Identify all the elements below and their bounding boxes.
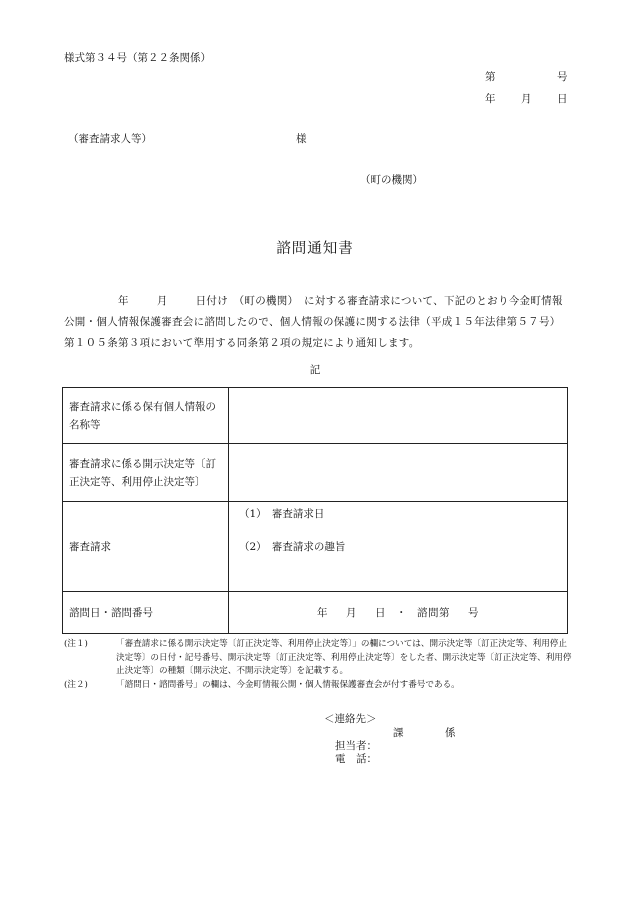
retained-info-value	[229, 388, 568, 444]
requester-name: （審査請求人等）	[68, 133, 152, 145]
number-prefix: 第	[485, 71, 496, 83]
appeal-label: 審査請求	[63, 502, 229, 592]
notes-section	[64, 638, 574, 692]
contact-phone-label: 電 話：	[335, 753, 377, 765]
disclosure-decision-label: 審査請求に係る開示決定等〔訂正決定等、利用停止決定等〕	[63, 444, 229, 502]
disclosure-decision-value	[229, 444, 568, 502]
consult-separator: ・	[396, 607, 407, 619]
appeal-value	[229, 502, 568, 592]
note-1-mark: (注１)	[64, 639, 88, 649]
body-main-text: に対する審査請求について、下記のとおり今金町情報公開・個人情報保護審査会に諮問したので、個人情報の保護に関する法律（平成１５年法律第５７号）第１０５条第３項において準用する同条第２項の規定により通知します。	[64, 295, 563, 349]
table-row	[63, 502, 568, 592]
consult-day: 日	[375, 607, 386, 619]
body-year: 年	[118, 295, 129, 307]
appeal-purpose-item: （2） 審査請求の趣旨	[239, 541, 346, 553]
retained-info-label: 審査請求に係る保有個人情報の名称等	[63, 388, 229, 444]
body-month: 月	[156, 295, 168, 307]
contact-subsection-label: 係	[445, 727, 456, 739]
sender-town-organ: （町の機関）	[360, 174, 423, 186]
note-1-text: 「審査請求に係る開示決定等〔訂正決定等、利用停止決定等〕」の欄については、開示決定等〔訂正決定等、利用停止決定等〕の日付・記号番号、開示決定等〔訂正決定等、利用停止決定等〕をした者、開示決定等〔訂正決定等、利用停止決定等〕の種類〔開示決定、不開示決定等〕を記載する。	[116, 639, 572, 676]
table-row	[63, 592, 568, 634]
note-2-mark: (注２)	[64, 679, 88, 690]
number-suffix: 号	[557, 71, 568, 83]
consult-number-suffix: 号	[468, 607, 479, 619]
date-month: 月	[521, 93, 532, 105]
document-title: 諮問通知書	[276, 241, 354, 257]
body-organ: （町の機関）	[238, 295, 294, 307]
body-paragraph	[64, 291, 569, 354]
form-number: 様式第３４号（第２２条関係）	[64, 52, 211, 64]
table-row	[63, 444, 568, 502]
table-row	[63, 388, 568, 444]
appeal-date-item: （1） 審査請求日	[239, 508, 325, 520]
note-2-text: 「諮問日・諮問番号」の欄は、今金町情報公開・個人情報保護審査会が付す番号である。	[116, 679, 460, 690]
note-2	[64, 679, 574, 693]
consult-month: 月	[346, 607, 357, 619]
ki-heading: 記	[309, 364, 321, 376]
note-1	[64, 638, 574, 679]
contact-section-label: 課	[393, 727, 404, 739]
consult-year: 年	[317, 607, 328, 619]
contact-heading: ＜連絡先＞	[324, 713, 377, 725]
consult-number-prefix: 諮問第	[417, 607, 450, 619]
body-date-suffix: 日付け	[195, 295, 229, 307]
date-day: 日	[557, 93, 568, 105]
honorific: 様	[296, 133, 307, 145]
contact-person-label: 担当者：	[335, 740, 377, 752]
consultation-value	[229, 592, 568, 634]
consultation-label: 諮問日・諮問番号	[63, 592, 229, 634]
date-year: 年	[485, 93, 496, 105]
details-table	[62, 387, 568, 634]
